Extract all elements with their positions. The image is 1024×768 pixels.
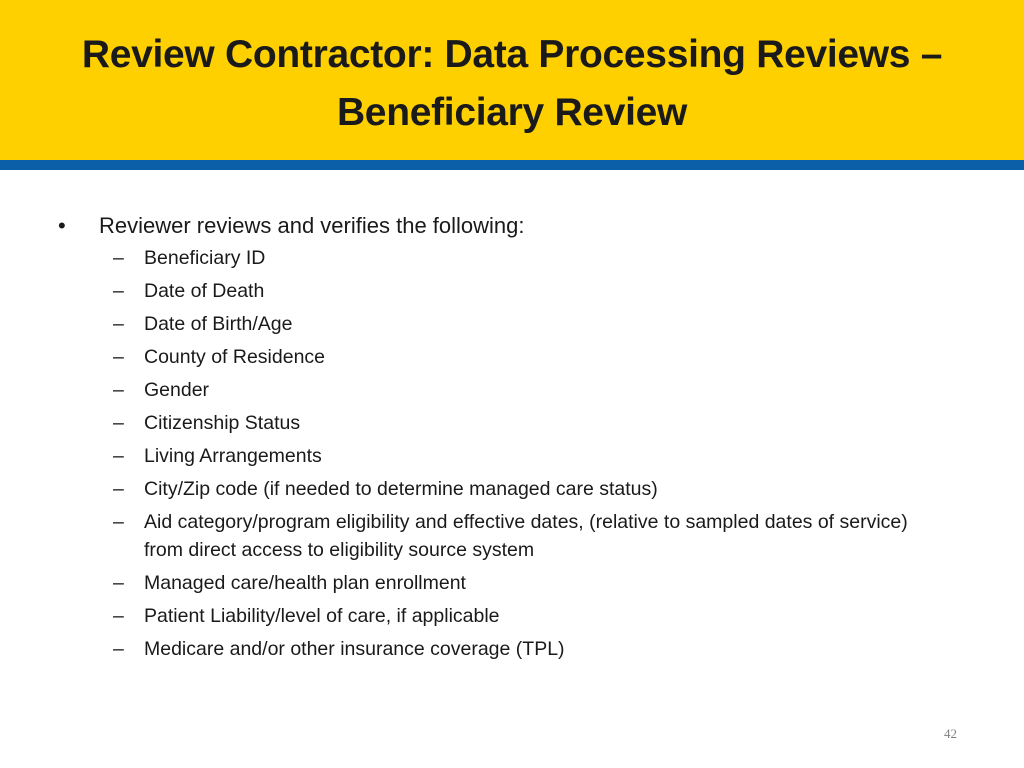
- list-item: [58, 442, 958, 470]
- list-item: [58, 277, 958, 305]
- slide-title: Review Contractor: Data Processing Reviews – Beneficiary Review: [81, 33, 943, 134]
- list-item: [58, 508, 958, 564]
- list-item: [58, 244, 958, 272]
- list-item: [58, 376, 958, 404]
- dash-icon: –: [113, 638, 124, 660]
- list-item: [58, 409, 958, 437]
- dash-icon: –: [113, 572, 124, 594]
- dash-icon: –: [113, 478, 124, 500]
- list-item-text: Beneficiary ID: [144, 247, 266, 269]
- list-item: [58, 310, 958, 338]
- list-item: [58, 635, 958, 663]
- dash-icon: –: [113, 247, 124, 269]
- dash-icon: –: [113, 412, 124, 434]
- dash-icon: –: [113, 379, 124, 401]
- dash-icon: –: [113, 346, 124, 368]
- list-item-text: City/Zip code (if needed to determine managed care status): [144, 478, 658, 500]
- main-bullet: [58, 210, 958, 242]
- dash-icon: –: [113, 605, 124, 627]
- list-item-text: Date of Death: [144, 280, 265, 302]
- verification-list: [58, 244, 958, 663]
- list-item-text: Gender: [144, 379, 210, 401]
- dash-icon: –: [113, 313, 124, 335]
- list-item-text: County of Residence: [144, 346, 326, 368]
- bullet-icon: •: [58, 213, 66, 238]
- list-item-text: Medicare and/or other insurance coverage (TPL): [144, 638, 565, 660]
- dash-icon: –: [113, 280, 124, 302]
- dash-icon: –: [113, 445, 124, 467]
- list-item-text: Date of Birth/Age: [144, 313, 293, 335]
- list-item: [58, 602, 958, 630]
- slide-content: [58, 210, 958, 668]
- list-item: [58, 343, 958, 371]
- list-item-text: Managed care/health plan enrollment: [144, 572, 466, 594]
- list-item-text: Patient Liability/level of care, if applicable: [144, 605, 500, 627]
- list-item-text: Citizenship Status: [144, 412, 301, 434]
- list-item: [58, 569, 958, 597]
- main-bullet-text: Reviewer reviews and verifies the following:: [99, 213, 525, 238]
- list-item-text: Aid category/program eligibility and effective dates, (relative to sampled dates of service) from direct access to eligibility source system: [144, 511, 908, 561]
- page-number: 42: [944, 726, 957, 741]
- list-item-text: Living Arrangements: [144, 445, 322, 467]
- dash-icon: –: [113, 511, 124, 533]
- list-item: [58, 475, 958, 503]
- title-divider: [0, 160, 1024, 170]
